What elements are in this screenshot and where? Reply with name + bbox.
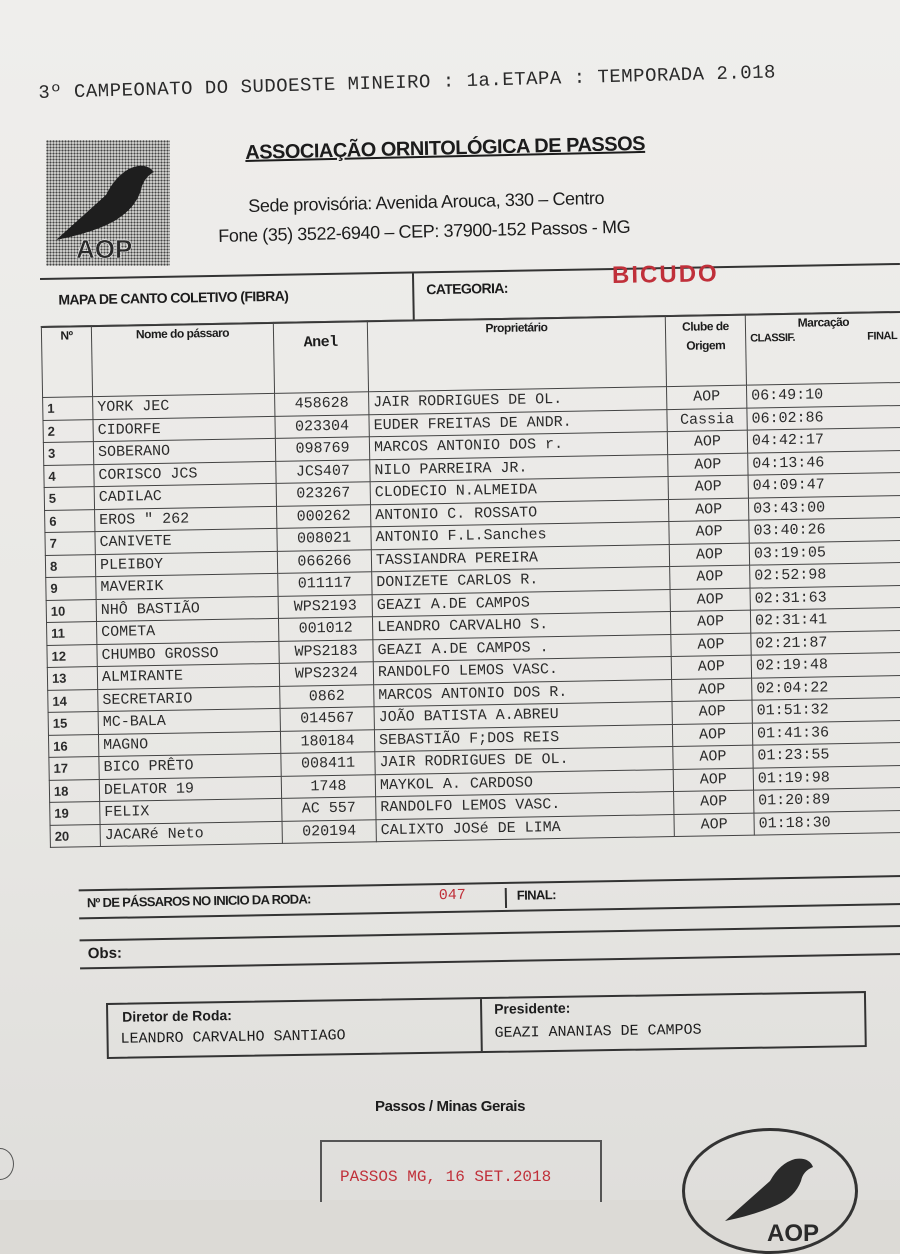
bird-name: BICO PRÊTO (99, 753, 281, 779)
col-num-header: Nº (41, 326, 92, 398)
club-origin: AOP (672, 700, 752, 724)
bird-name: ALMIRANTE (97, 663, 279, 689)
ring-number: 0862 (280, 684, 374, 708)
observations-label: Obs: (87, 944, 123, 963)
owner-name: RANDOLFO LEMOS VASC. (376, 792, 674, 820)
marking-time: 01:41:36 (752, 720, 900, 745)
president-label: Presidente: (494, 999, 571, 1017)
row-number: 19 (50, 802, 100, 825)
bird-name: CANIVETE (95, 528, 277, 554)
signatures-divider (480, 999, 483, 1051)
row-number: 14 (48, 689, 98, 712)
col-ring-header: Anel (273, 321, 368, 394)
ring-number: AC 557 (282, 797, 376, 821)
club-origin: AOP (670, 565, 750, 589)
final-subheader: FINAL (867, 330, 898, 343)
row-number: 3 (43, 442, 93, 465)
owner-name: ANTONIO C. ROSSATO (370, 499, 668, 527)
ring-number: 011117 (278, 572, 372, 596)
ring-number: JCS407 (276, 459, 370, 483)
president-name: GEAZI ANANIAS DE CAMPOS (494, 1021, 702, 1042)
row-number: 1 (43, 397, 93, 420)
ring-number: WPS2324 (279, 662, 373, 686)
marking-time: 01:51:32 (752, 697, 900, 722)
club-origin: AOP (671, 655, 751, 679)
results-body (43, 382, 900, 847)
club-origin: AOP (670, 588, 750, 612)
ring-number: 014567 (280, 707, 374, 731)
row-number: 16 (48, 734, 98, 757)
owner-name: EUDER FREITAS DE ANDR. (369, 409, 667, 437)
organization-phone: Fone (35) 3522-6940 – CEP: 37900-152 Passos - MG (218, 216, 631, 246)
row-number: 17 (49, 757, 99, 780)
owner-name: CALIXTO JOSé DE LIMA (376, 814, 674, 842)
club-origin: AOP (674, 790, 754, 814)
row-number: 8 (45, 554, 95, 577)
bird-name: COMETA (97, 618, 279, 644)
ring-number: 008021 (277, 527, 371, 551)
marking-time: 04:42:17 (747, 427, 900, 452)
marking-time: 02:19:48 (751, 652, 900, 677)
signatures-box (106, 991, 867, 1059)
club-origin: AOP (670, 610, 750, 634)
bird-name: DELATOR 19 (99, 776, 281, 802)
club-origin: AOP (669, 520, 749, 544)
marking-time: 02:31:41 (750, 607, 900, 632)
bird-name: YORK JEC (93, 393, 275, 419)
owner-name: GEAZI A.DE CAMPOS . (373, 634, 671, 662)
club-origin: AOP (667, 430, 747, 454)
ring-number: 1748 (281, 774, 375, 798)
ring-number: 023304 (275, 414, 369, 438)
row-number: 10 (46, 599, 96, 622)
club-origin: AOP (668, 453, 748, 477)
ring-number: 008411 (281, 752, 375, 776)
marking-time: 03:43:00 (748, 495, 900, 520)
marking-title: Marcação (797, 314, 850, 330)
club-origin: AOP (672, 723, 752, 747)
marking-time: 02:04:22 (752, 675, 900, 700)
row-number: 20 (50, 824, 100, 847)
association-logo (46, 140, 170, 266)
club-origin: AOP (674, 813, 754, 837)
owner-name: RANDOLFO LEMOS VASC. (373, 657, 671, 685)
row-number: 7 (45, 532, 95, 555)
marking-time: 02:31:63 (750, 585, 900, 610)
club-origin: AOP (671, 633, 751, 657)
club-origin: AOP (673, 745, 753, 769)
owner-name: MAYKOL A. CARDOSO (375, 769, 673, 797)
bird-name: CORISCO JCS (94, 461, 276, 487)
owner-name: JAIR RODRIGUES DE OL. (375, 747, 673, 775)
director-label: Diretor de Roda: (122, 1007, 233, 1025)
city-footer: Passos / Minas Gerais (375, 1098, 526, 1115)
club-origin: AOP (672, 678, 752, 702)
marking-time: 01:20:89 (754, 787, 900, 812)
bird-name: JACARé Neto (100, 821, 282, 847)
marking-time: 02:21:87 (751, 630, 900, 655)
owner-name: TASSIANDRA PEREIRA (371, 544, 669, 572)
singing-map-form (40, 260, 900, 1008)
marking-time: 03:40:26 (749, 517, 900, 542)
marking-time: 01:18:30 (754, 810, 900, 835)
club-origin: AOP (669, 543, 749, 567)
logo-text: AOP (76, 234, 133, 264)
bird-name: NHÔ BASTIÃO (96, 596, 278, 622)
ring-number: WPS2183 (279, 639, 373, 663)
bird-name: SOBERANO (93, 438, 275, 464)
classif-subheader: CLASSIF. (750, 331, 796, 345)
row-number: 11 (47, 622, 97, 645)
category-value: BICUDO (611, 260, 719, 290)
owner-name: CLODECIO N.ALMEIDA (370, 477, 668, 505)
stamp-text: PASSOS MG, 16 SET.2018 (340, 1168, 552, 1186)
owner-name: MARCOS ANTONIO DOS R. (374, 679, 672, 707)
row-number: 18 (49, 779, 99, 802)
date-stamp (320, 1140, 602, 1202)
owner-name: JAIR RODRIGUES DE OL. (369, 387, 667, 415)
marking-time: 01:23:55 (753, 742, 900, 767)
director-name: LEANDRO CARVALHO SANTIAGO (120, 1027, 346, 1048)
club-origin: AOP (673, 768, 753, 792)
final-label: FINAL: (505, 887, 556, 908)
row-number: 12 (47, 644, 97, 667)
row-number: 9 (46, 577, 96, 600)
col-club-header: Clube de Origem (665, 314, 746, 386)
marking-time: 03:19:05 (749, 540, 900, 565)
owner-name: NILO PARREIRA JR. (370, 454, 668, 482)
col-bird-header: Nome do pássaro (91, 322, 274, 396)
club-origin: AOP (666, 385, 746, 409)
marking-time: 04:09:47 (748, 472, 900, 497)
club-origin: AOP (668, 498, 748, 522)
ring-number: 458628 (275, 392, 369, 416)
seal-bird-icon (685, 1131, 855, 1251)
marking-time: 02:52:98 (750, 562, 900, 587)
row-number: 2 (43, 419, 93, 442)
club-origin: AOP (668, 475, 748, 499)
championship-title: 3º CAMPEONATO DO SUDOESTE MINEIRO : 1a.ETAPA : TEMPORADA 2.018 (38, 61, 777, 104)
owner-name: MARCOS ANTONIO DOS r. (369, 432, 667, 460)
row-number: 5 (44, 487, 94, 510)
row-number: 15 (48, 712, 98, 735)
bird-name: FELIX (100, 798, 282, 824)
owner-name: SEBASTIÃO F;DOS REIS (374, 724, 672, 752)
ring-number: 180184 (280, 729, 374, 753)
bird-logo-icon (46, 140, 170, 266)
owner-name: JOÃO BATISTA A.ABREU (374, 702, 672, 730)
marking-time: 04:13:46 (748, 450, 900, 475)
margin-mark (0, 1148, 14, 1180)
ring-number: 023267 (276, 482, 370, 506)
bird-count-label: Nº DE PÁSSAROS NO INICIO DA RODA: (86, 891, 311, 911)
col-owner-header: Proprietário (367, 316, 666, 392)
title-divider (412, 273, 415, 319)
club-origin: Cassia (667, 408, 747, 432)
row-number: 4 (44, 464, 94, 487)
map-title: MAPA DE CANTO COLETIVO (FIBRA) (58, 287, 289, 308)
ring-number: WPS2193 (278, 594, 372, 618)
category-label: CATEGORIA: (426, 279, 509, 298)
bird-name: PLEIBOY (95, 551, 277, 577)
row-number: 6 (45, 509, 95, 532)
col-marking-header (745, 311, 900, 385)
bird-name: EROS " 262 (95, 506, 277, 532)
row-number: 13 (47, 667, 97, 690)
bird-name: MAVERIK (96, 573, 278, 599)
marking-time: 06:02:86 (747, 405, 900, 430)
association-seal (682, 1128, 858, 1254)
owner-name: GEAZI A.DE CAMPOS (372, 589, 670, 617)
results-table (41, 311, 900, 848)
marking-time: 06:49:10 (746, 382, 900, 407)
bird-name: MAGNO (98, 731, 280, 757)
seal-text: AOP (767, 1220, 820, 1247)
owner-name: ANTONIO F.L.Sanches (371, 522, 669, 550)
bird-count-value: 047 (438, 886, 466, 905)
ring-number: 020194 (282, 819, 376, 843)
bird-name: CIDORFE (93, 416, 275, 442)
bird-name: MC-BALA (98, 708, 280, 734)
ring-number: 098769 (275, 437, 369, 461)
owner-name: LEANDRO CARVALHO S. (372, 612, 670, 640)
organization-name: ASSOCIAÇÃO ORNITOLÓGICA DE PASSOS (245, 132, 646, 164)
bird-name: SECRETARIO (98, 686, 280, 712)
marking-time: 01:19:98 (753, 765, 900, 790)
bird-name: CADILAC (94, 483, 276, 509)
owner-name: DONIZETE CARLOS R. (372, 567, 670, 595)
ring-number: 066266 (277, 549, 371, 573)
marking-subheaders (750, 330, 897, 345)
ring-number: 001012 (278, 617, 372, 641)
ring-number: 000262 (277, 504, 371, 528)
bird-name: CHUMBO GROSSO (97, 641, 279, 667)
organization-address: Sede provisória: Avenida Arouca, 330 – Centro (248, 187, 605, 216)
